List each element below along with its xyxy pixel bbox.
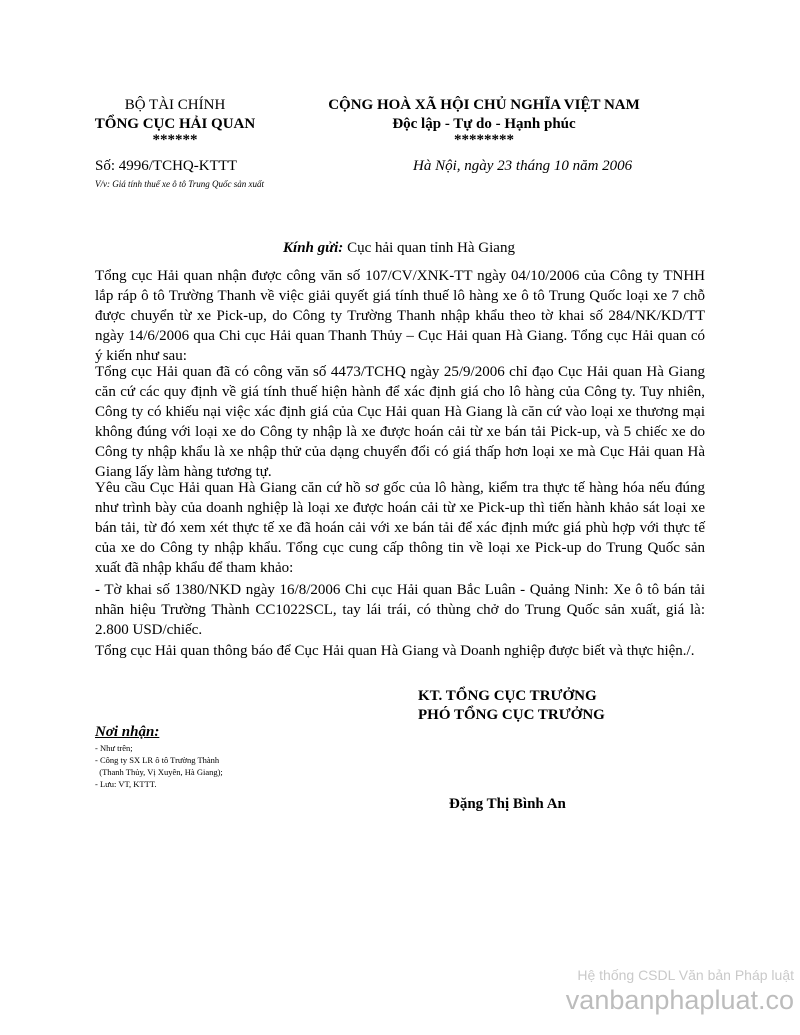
- agency-stars: ******: [152, 132, 198, 148]
- document-date: Hà Nội, ngày 23 tháng 10 năm 2006: [413, 158, 633, 174]
- body-paragraph: Tổng cục Hải quan đã có công văn số 4473/TCHQ ngày 25/9/2006 chỉ đạo Cục Hải quan Hà Giang căn cứ các quy định về giá tính thuế hiện hành để xác định giá cho lô hàng của Công ty. Tuy nhiên, Công ty có khiếu nại việc xác định giá của Cục Hải quan Hà Giang là căn cứ vào loại xe thương mại không đúng với loại xe do Công ty nhập là xe được hoán cải từ xe bán tải Pick-up, và 5 chiếc xe do Công ty nhập khẩu là xe nhập thử của dạng chuyển đổi có giá thấp hơn loại xe mà Cục Hải quan Hà Giang lấy làm hàng tương tự.: [95, 364, 705, 480]
- motto-stars: ********: [454, 132, 514, 148]
- watermark-line1: Hệ thống CSDL Văn bản Pháp luật: [577, 967, 794, 983]
- recipient-label: Kính gửi:: [283, 240, 344, 256]
- recipients-list-item: (Thanh Thủy, Vị Xuyên, Hà Giang);: [95, 767, 223, 777]
- national-motto: Độc lập - Tự do - Hạnh phúc: [392, 116, 576, 132]
- body-paragraph: - Tờ khai số 1380/NKD ngày 16/8/2006 Chi cục Hải quan Bắc Luân - Quảng Ninh: Xe ô tô bán tải nhãn hiệu Trường Thành CC1022SCL, tay lái trái, có thùng chở do Trung Quốc sản xuất, giá là: 2.800 USD/chiếc.: [95, 582, 705, 638]
- body-paragraph: Tổng cục Hải quan thông báo để Cục Hải quan Hà Giang và Doanh nghiệp được biết và thực hiện./.: [95, 643, 695, 659]
- issuing-agency-block: [90, 96, 260, 146]
- body-paragraph: Yêu cầu Cục Hải quan Hà Giang căn cứ hồ sơ gốc của lô hàng, kiểm tra thực tế hàng hóa nếu đúng như trình bày của doanh nghiệp là loại xe được hoán cải từ xe Pick-up thì tiến hành khảo sát loại xe bán tải, từ đó xem xét thực tế xe đã hoán cải với xe bán tải để xác định mức giá phù hợp với thực tế của xe do Công ty nhập khẩu. Tổng cục cung cấp thông tin về loại xe Pick-up do Trung Quốc sản xuất đã nhập khẩu để tham khảo:: [95, 480, 705, 576]
- recipient-name: Cục hải quan tỉnh Hà Giang: [347, 240, 515, 256]
- recipient-line: [95, 240, 703, 257]
- national-title-block: [296, 96, 672, 146]
- signer-name: Đặng Thị Bình An: [449, 796, 566, 812]
- signature-title-line2: PHÓ TỔNG CỤC TRƯỞNG: [418, 707, 605, 723]
- signature-title-block: [418, 687, 605, 725]
- document-subject: V/v: Giá tính thuế xe ô tô Trung Quốc sản xuất: [95, 179, 264, 189]
- recipients-list-item: - Công ty SX LR ô tô Trường Thành: [95, 755, 220, 765]
- signature-title-line1: KT. TỔNG CỤC TRƯỞNG: [418, 688, 597, 704]
- body-paragraph: Tổng cục Hải quan nhận được công văn số 107/CV/XNK-TT ngày 04/10/2006 của Công ty TNHH lắp ráp ô tô Trường Thanh về việc giải quyết giá tính thuế lô hàng xe ô tô Trung Quốc loại xe 7 chỗ được chuyển từ xe Pick-up, do Công ty Trường Thanh nhập khẩu theo tờ khai số 284/NK/KD/TT ngày 14/6/2006 qua Chi cục Hải quan Thanh Thủy – Cục Hải quan Hà Giang. Tổng cục Hải quan có ý kiến như sau:: [95, 268, 705, 364]
- document-number: Số: 4996/TCHQ-KTTT: [95, 158, 238, 174]
- recipients-title: Nơi nhận:: [95, 724, 160, 740]
- ministry-name: BỘ TÀI CHÍNH: [124, 97, 226, 113]
- recipients-list: [95, 742, 223, 790]
- recipients-list-item: - Như trên;: [95, 743, 133, 753]
- agency-name: TỔNG CỤC HẢI QUAN: [94, 116, 256, 132]
- recipients-list-item: - Lưu: VT, KTTT.: [95, 779, 157, 789]
- country-name: CỘNG HOÀ XÃ HỘI CHỦ NGHĨA VIỆT NAM: [328, 97, 640, 113]
- watermark: [566, 967, 794, 1016]
- watermark-line2: vanbanphapluat.co: [565, 985, 794, 1015]
